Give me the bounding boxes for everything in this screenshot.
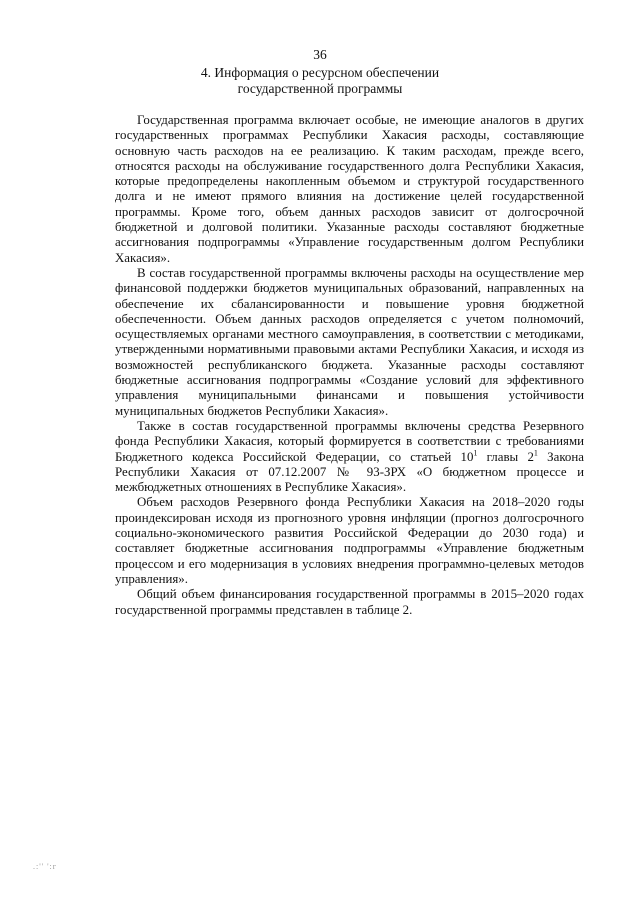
scan-footer-mark: .:'' ':г	[33, 862, 58, 871]
section-heading-line-2: государственной программы	[237, 81, 403, 96]
section-heading	[0, 65, 640, 97]
paragraph-reserve-fund-part-1: Также в состав государственной программы включены средства Резервного фонда Республики Хакасия, который формируется в соответствии с требованиями Бюджетного кодекса Российской Федерации, со статьей 10	[115, 418, 584, 464]
paragraph-reserve-fund-part-3: Закона Республики Хакасия от 07.12.2007 № 93-ЗРХ «О бюджетном процессе и межбюджетных отношениях в Республике Хакасия».	[115, 449, 584, 495]
chapter-superscript: 1	[533, 448, 538, 458]
paragraph-total-financing: Общий объем финансирования государственной программы в 2015–2020 годах государственной программы представлен в таблице 2.	[115, 587, 584, 617]
paragraph-municipal-support: В состав государственной программы включены расходы на осуществление мер финансовой поддержки бюджетов муниципальных образований, направленных на обеспечение их сбалансированности и повышение уровня бюджетной обеспеченности. Объем данных расходов определяется с учетом полномочий, осуществляемых органами местного самоуправления, в соответствии с методиками, утвержденными нормативными правовыми актами Республики Хакасия, и исходя из возможностей республиканского бюджета. Указанные расходы составляют бюджетные ассигнования подпрограммы «Создание условий для эффективного управления муниципальными финансами и повышения устойчивости муниципальных бюджетов Республики Хакасия».	[115, 265, 584, 418]
section-heading-line-1: 4. Информация о ресурсном обеспечении	[200, 65, 440, 80]
document-body	[115, 113, 584, 618]
paragraph-reserve-fund-part-2: главы 2	[477, 449, 534, 464]
page-number: 36	[313, 47, 327, 62]
paragraph-reserve-fund	[115, 419, 584, 495]
paragraph-reserve-fund-volume: Объем расходов Резервного фонда Республики Хакасия на 2018–2020 годы проиндексирован исходя из прогнозного уровня инфляции (прогноз долгосрочного социально-экономического развития Российской Федерации до 2030 года) и составляет бюджетные ассигнования подпрограммы «Управление бюджетным процессом и его модернизация в условиях внедрения программно-целевых методов управления».	[115, 495, 584, 586]
article-superscript: 1	[473, 448, 478, 458]
paragraph-debt-expenses: Государственная программа включает особые, не имеющие аналогов в других государственных программах Республики Хакасия расходы, составляющие основную часть расходов на ее реализацию. К таким расходам, прежде всего, относятся расходы на обслуживание государственного долга Республики Хакасия, которые предопределены накопленным объемом и структурой государственного долга и не имеют прямого влияния на достижение целей государственной программы. Кроме того, объем данных расходов зависит от долгосрочной бюджетной и долговой политики. Указанные расходы составляют бюджетные ассигнования подпрограммы «Управление государственным долгом Республики Хакасия».	[115, 113, 584, 265]
